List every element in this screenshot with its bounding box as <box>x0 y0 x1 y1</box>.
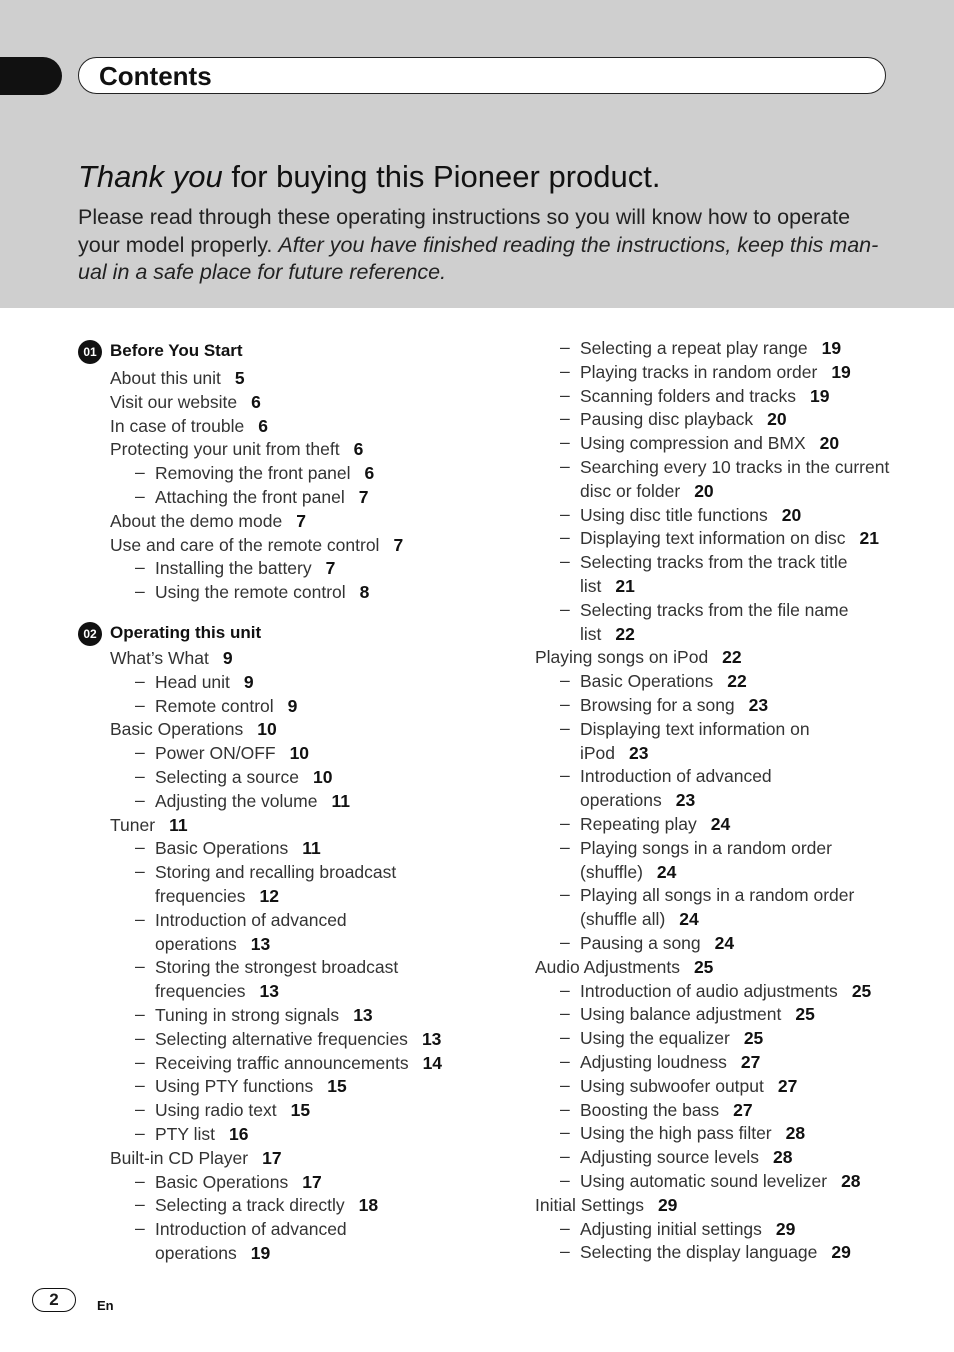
toc-entry-title: Selecting the display language <box>580 1242 818 1263</box>
toc-dash: – <box>560 551 570 572</box>
toc-entry-title: Displaying text information on <box>580 718 810 739</box>
toc-page-number: 25 <box>795 1004 815 1025</box>
toc-page-number: 24 <box>656 861 677 882</box>
toc-entry-title: Attaching the front panel <box>155 487 345 507</box>
toc-page-number: 22 <box>727 671 747 692</box>
toc-page-number: 23 <box>629 742 649 763</box>
toc-entry[interactable] <box>580 408 787 430</box>
toc-entry-title: Displaying text information on disc <box>580 528 846 549</box>
toc-entry[interactable] <box>155 1052 442 1074</box>
toc-page-number: 21 <box>859 528 880 549</box>
toc-entry[interactable] <box>580 527 879 549</box>
toc-dash: – <box>560 1122 570 1143</box>
page-number: 2 <box>32 1288 76 1312</box>
toc-page-number: 29 <box>775 1218 796 1239</box>
toc-dash: – <box>560 717 570 738</box>
toc-entry-title: Introduction of advanced <box>155 909 347 930</box>
toc-entry-title: Playing songs on iPod <box>535 647 709 668</box>
toc-page-number: 13 <box>250 933 271 954</box>
toc-dash: – <box>560 1003 570 1024</box>
toc-entry[interactable] <box>580 385 829 407</box>
toc-dash: – <box>560 836 570 857</box>
toc-entry-title: Using the equalizer <box>580 1028 730 1049</box>
toc-entry[interactable] <box>580 1051 760 1073</box>
toc-dash: – <box>560 432 570 453</box>
toc-entry-title: Scanning folders and tracks <box>580 385 796 406</box>
toc-entry-title: Boosting the bass <box>580 1099 720 1120</box>
toc-entry[interactable] <box>110 647 233 669</box>
toc-dash: – <box>135 1075 145 1096</box>
toc-dash: – <box>560 1098 570 1119</box>
intro-italic: After you have finished reading the instructions, keep this man-ual in a safe place for future reference. <box>78 232 879 284</box>
toc-entry[interactable] <box>110 391 261 413</box>
toc-page-number: 22 <box>615 623 635 644</box>
toc-entry[interactable] <box>110 534 403 556</box>
toc-dash: – <box>135 837 145 858</box>
toc-page-number: 28 <box>772 1147 793 1168</box>
toc-entry-title: list <box>580 576 602 596</box>
toc-dash: – <box>560 694 570 714</box>
toc-page-number: 20 <box>781 504 802 525</box>
toc-page-number: 7 <box>325 558 336 579</box>
toc-entry[interactable] <box>580 1122 805 1144</box>
toc-page-number: 7 <box>358 487 369 507</box>
toc-page-number: 11 <box>331 790 350 811</box>
toc-entry-title: Using disc title functions <box>580 504 768 525</box>
toc-entry-title: Basic Operations <box>155 1171 289 1192</box>
toc-entry[interactable] <box>155 1242 270 1264</box>
toc-entry[interactable] <box>580 980 871 1002</box>
toc-page-number: 10 <box>289 743 310 764</box>
toc-dash: – <box>560 932 570 952</box>
toc-dash: – <box>560 408 570 429</box>
toc-entry-title: Pausing disc playback <box>580 409 754 430</box>
toc-entry[interactable] <box>155 790 350 812</box>
toc-entry-title: Initial Settings <box>535 1194 644 1215</box>
toc-entry-title: Removing the front panel <box>155 463 351 484</box>
toc-entry[interactable] <box>110 438 363 460</box>
toc-entry[interactable] <box>580 718 810 740</box>
section-heading-operating-this-unit[interactable]: Operating this unit <box>110 623 262 642</box>
toc-entry-title: Installing the battery <box>155 558 312 579</box>
toc-entry[interactable] <box>535 1194 677 1216</box>
toc-entry-title: operations <box>580 790 662 811</box>
toc-page-number: 24 <box>679 909 699 930</box>
toc-page-number: 28 <box>841 1171 861 1191</box>
toc-page-number: 22 <box>722 647 742 668</box>
toc-entry-title: Repeating play <box>580 814 697 834</box>
toc-entry-title: Head unit <box>155 671 230 692</box>
toc-entry-title: Using balance adjustment <box>580 1004 782 1025</box>
toc-entry[interactable] <box>580 337 841 359</box>
toc-entry[interactable] <box>580 908 699 930</box>
toc-page-number: 27 <box>733 1099 753 1120</box>
toc-dash: – <box>135 462 145 483</box>
toc-entry-title: Receiving traffic announcements <box>155 1052 409 1073</box>
toc-entry[interactable] <box>155 695 297 717</box>
section-badge-02: 02 <box>78 622 102 646</box>
toc-page-number: 19 <box>831 361 851 382</box>
toc-entry[interactable] <box>110 415 268 437</box>
toc-entry-title: Remote control <box>155 695 274 716</box>
toc-entry-title: Using automatic sound levelizer <box>580 1171 828 1191</box>
contents-header-pill <box>78 57 886 94</box>
toc-entry-title: Selecting a track directly <box>155 1195 345 1216</box>
toc-dash: – <box>560 1051 570 1071</box>
toc-entry[interactable] <box>155 1194 378 1216</box>
toc-entry-title: Adjusting the volume <box>155 790 318 811</box>
toc-entry-title: iPod <box>580 742 616 763</box>
toc-entry-title: Adjusting loudness <box>580 1052 727 1072</box>
toc-dash: – <box>560 813 570 833</box>
toc-entry-title: Playing songs in a random order <box>580 837 832 858</box>
toc-entry[interactable] <box>155 885 279 907</box>
toc-entry-title: Browsing for a song <box>580 695 735 715</box>
toc-dash: – <box>135 670 145 691</box>
section-tab-marker <box>0 57 62 95</box>
toc-page-number: 29 <box>831 1242 851 1263</box>
toc-entry-title: Introduction of advanced <box>155 1219 347 1240</box>
toc-dash: – <box>560 384 570 405</box>
toc-entry[interactable] <box>580 1146 792 1168</box>
toc-page-number: 9 <box>287 695 298 716</box>
toc-entry[interactable] <box>580 932 734 954</box>
toc-entry-title: Visit our website <box>110 391 238 412</box>
toc-dash: – <box>135 1051 145 1072</box>
toc-entry-title: Using the remote control <box>155 582 346 603</box>
toc-page-number: 9 <box>243 671 254 692</box>
toc-dash: – <box>135 1170 145 1191</box>
toc-entry[interactable] <box>580 504 801 526</box>
toc-entry-title: Playing tracks in random order <box>580 361 818 382</box>
toc-entry[interactable] <box>155 742 309 764</box>
toc-dash: – <box>560 670 570 691</box>
toc-dash: – <box>560 765 570 786</box>
toc-dash: – <box>560 979 570 1000</box>
toc-entry[interactable] <box>580 837 832 859</box>
toc-entry[interactable] <box>155 1171 322 1193</box>
toc-entry-title: operations <box>155 933 237 954</box>
toc-page-number: 21 <box>615 576 635 596</box>
toc-page-number: 14 <box>422 1052 443 1073</box>
toc-dash: – <box>560 598 570 619</box>
toc-page-number: 16 <box>228 1124 249 1144</box>
toc-entry[interactable] <box>155 557 335 579</box>
toc-dash: – <box>560 360 570 381</box>
toc-page-number: 8 <box>359 582 370 603</box>
toc-dash: – <box>135 956 145 977</box>
toc-dash: – <box>560 337 570 357</box>
toc-entry[interactable] <box>110 718 277 740</box>
toc-entry-title: Power ON/OFF <box>155 743 276 764</box>
toc-entry-title: Selecting alternative frequencies <box>155 1028 408 1049</box>
toc-entry[interactable] <box>155 462 374 484</box>
toc-entry-title: frequencies <box>155 886 246 906</box>
toc-entry[interactable] <box>155 980 279 1002</box>
toc-entry[interactable] <box>580 861 676 883</box>
toc-page-number: 27 <box>740 1052 761 1072</box>
toc-page-number: 19 <box>821 338 842 358</box>
toc-page-number: 10 <box>312 767 333 787</box>
toc-entry[interactable] <box>580 1241 851 1263</box>
toc-dash: – <box>560 884 570 905</box>
toc-entry-title: Introduction of advanced <box>580 766 772 787</box>
toc-entry[interactable] <box>580 670 747 692</box>
toc-entry-title: (shuffle all) <box>580 909 666 930</box>
toc-page-number: 11 <box>302 838 321 859</box>
toc-page-number: 19 <box>250 1243 271 1263</box>
toc-page-number: 15 <box>290 1100 311 1121</box>
toc-page-number: 6 <box>353 439 364 460</box>
toc-entry[interactable] <box>155 861 396 883</box>
toc-page-number: 6 <box>251 391 261 412</box>
toc-entry-title: In case of trouble <box>110 415 245 436</box>
toc-dash: – <box>135 789 145 810</box>
toc-page-number: 12 <box>259 886 279 906</box>
page-title: Contents <box>99 61 212 91</box>
toc-page-number: 20 <box>767 409 787 430</box>
toc-dash: – <box>560 1027 570 1048</box>
toc-entry[interactable] <box>155 933 270 955</box>
toc-entry-title: Using the high pass filter <box>580 1123 772 1144</box>
intro-paragraph <box>78 204 893 287</box>
toc-dash: – <box>560 1146 570 1167</box>
intro-normal: Please read through these operating instructions so you will know how to operate your model properly. <box>78 205 851 257</box>
toc-entry-title: Pausing a song <box>580 933 701 953</box>
toc-entry[interactable] <box>580 1099 753 1121</box>
toc-entry[interactable] <box>580 623 635 645</box>
toc-entry-title: Selecting a source <box>155 767 299 787</box>
toc-entry-title: Tuner <box>110 814 156 835</box>
toc-page-number: 13 <box>259 981 279 1002</box>
toc-page-number: 27 <box>777 1075 798 1096</box>
toc-entry-title: Adjusting initial settings <box>580 1218 762 1239</box>
toc-entry-title: operations <box>155 1243 237 1263</box>
toc-entry[interactable] <box>580 694 768 716</box>
toc-page-number: 25 <box>851 980 872 1001</box>
toc-page-number: 13 <box>353 1005 373 1025</box>
toc-entry[interactable] <box>580 1027 763 1049</box>
toc-dash: – <box>135 1123 145 1143</box>
toc-dash: – <box>560 1074 570 1095</box>
toc-entry[interactable] <box>580 1218 795 1240</box>
language-label: En <box>97 1298 114 1313</box>
toc-entry-title: Selecting a repeat play range <box>580 338 808 358</box>
section-heading-before-you-start[interactable]: Before You Start <box>110 341 243 360</box>
toc-entry-title: Basic Operations <box>580 671 714 692</box>
toc-dash: – <box>135 557 145 578</box>
toc-entry-title: Introduction of audio adjustments <box>580 980 838 1001</box>
toc-page-number: 23 <box>675 790 696 811</box>
toc-page-number: 24 <box>714 933 735 953</box>
toc-entry[interactable] <box>155 1218 347 1240</box>
toc-entry[interactable] <box>580 599 848 621</box>
toc-dash: – <box>560 1241 570 1262</box>
toc-entry-title: Selecting tracks from the file name <box>580 599 849 620</box>
toc-entry-title: Built-in CD Player <box>110 1147 249 1168</box>
toc-dash: – <box>560 503 570 524</box>
toc-entry[interactable] <box>155 837 321 859</box>
toc-page-number: 13 <box>421 1028 442 1049</box>
toc-page-number: 20 <box>694 480 714 501</box>
toc-entry-title: Storing the strongest broadcast <box>155 957 399 978</box>
toc-entry-title: Basic Operations <box>155 838 289 859</box>
toc-entry[interactable] <box>110 367 245 389</box>
toc-dash: – <box>135 908 145 929</box>
toc-page-number: 25 <box>693 956 714 977</box>
toc-page-number: 6 <box>258 415 268 436</box>
toc-entry-title: Basic Operations <box>110 719 244 740</box>
toc-page-number: 23 <box>748 695 769 715</box>
toc-entry[interactable] <box>580 742 649 764</box>
toc-entry[interactable] <box>155 581 369 603</box>
toc-entry[interactable] <box>155 766 332 788</box>
toc-page-number: 29 <box>657 1194 678 1215</box>
thanks-heading <box>78 159 660 195</box>
toc-entry[interactable] <box>580 575 635 597</box>
toc-dash: – <box>135 766 145 786</box>
toc-page-number: 28 <box>785 1123 806 1144</box>
toc-entry[interactable] <box>535 956 713 978</box>
toc-entry-title: Searching every 10 tracks in the current <box>580 457 890 477</box>
toc-entry[interactable] <box>155 486 368 508</box>
toc-entry-title: Using PTY functions <box>155 1076 314 1097</box>
toc-entry[interactable] <box>155 1004 373 1026</box>
toc-entry[interactable] <box>580 361 851 383</box>
toc-page-number: 6 <box>364 463 375 484</box>
toc-dash: – <box>560 1217 570 1238</box>
toc-entry[interactable] <box>155 956 398 978</box>
toc-page-number: 20 <box>819 433 840 454</box>
toc-entry-title: Tuning in strong signals <box>155 1005 340 1025</box>
toc-entry-title: About the demo mode <box>110 510 283 531</box>
toc-page-number: 5 <box>234 368 245 388</box>
toc-entry[interactable] <box>580 480 714 502</box>
toc-entry-title: Using subwoofer output <box>580 1075 764 1096</box>
thanks-rest: for buying this Pioneer product. <box>222 159 661 194</box>
toc-page-number: 17 <box>302 1171 322 1192</box>
toc-entry-title: (shuffle) <box>580 861 643 882</box>
toc-page-number: 7 <box>393 534 404 555</box>
toc-entry[interactable] <box>535 646 742 668</box>
toc-entry[interactable] <box>110 1147 282 1169</box>
toc-dash: – <box>135 694 145 715</box>
toc-dash: – <box>560 456 570 476</box>
toc-entry-title: Storing and recalling broadcast <box>155 862 397 883</box>
toc-entry-title: Using radio text <box>155 1100 277 1121</box>
toc-entry[interactable] <box>580 813 730 835</box>
toc-entry-title: Using compression and BMX <box>580 433 806 454</box>
toc-entry-title: Use and care of the remote control <box>110 534 380 555</box>
toc-entry[interactable] <box>155 1028 441 1050</box>
toc-entry[interactable] <box>155 671 254 693</box>
toc-entry-title: Audio Adjustments <box>535 956 680 977</box>
toc-entry[interactable] <box>155 1099 310 1121</box>
toc-entry[interactable] <box>580 765 772 787</box>
toc-dash: – <box>135 1004 145 1024</box>
toc-page-number: 11 <box>169 814 188 835</box>
thanks-italic: Thank you <box>78 159 223 194</box>
toc-dash: – <box>135 861 145 882</box>
toc-entry[interactable] <box>155 909 347 931</box>
toc-entry[interactable] <box>580 1170 861 1192</box>
toc-entry[interactable] <box>580 884 854 906</box>
toc-entry[interactable] <box>580 1075 797 1097</box>
toc-page-number: 10 <box>257 719 277 740</box>
toc-entry-title: Selecting tracks from the track title <box>580 552 848 573</box>
toc-dash: – <box>560 527 570 548</box>
toc-entry[interactable] <box>155 1075 347 1097</box>
section-badge-01: 01 <box>78 340 102 364</box>
toc-entry[interactable] <box>580 432 839 454</box>
toc-page-number: 25 <box>743 1028 764 1049</box>
toc-dash: – <box>135 486 145 506</box>
toc-entry-title: What’s What <box>110 648 209 668</box>
toc-page-number: 17 <box>262 1147 282 1168</box>
toc-entry-title: Playing all songs in a random order <box>580 885 855 906</box>
toc-page-number: 24 <box>710 814 731 834</box>
toc-page-number: 9 <box>222 648 233 668</box>
toc-entry[interactable] <box>110 510 306 532</box>
toc-dash: – <box>560 1170 570 1190</box>
toc-dash: – <box>135 581 145 602</box>
toc-entry[interactable] <box>580 789 695 811</box>
toc-dash: – <box>135 1099 145 1120</box>
toc-dash: – <box>135 742 145 763</box>
toc-entry-title: About this unit <box>110 368 221 388</box>
toc-page-number: 19 <box>809 385 830 406</box>
toc-page-number: 18 <box>358 1195 379 1216</box>
toc-entry[interactable] <box>580 551 847 573</box>
toc-page-number: 7 <box>296 510 306 531</box>
toc-entry-title: Adjusting source levels <box>580 1147 759 1168</box>
toc-entry-title: disc or folder <box>580 480 681 501</box>
toc-entry-title: Protecting your unit from theft <box>110 439 340 460</box>
toc-dash: – <box>135 1027 145 1048</box>
toc-entry[interactable] <box>155 1123 248 1145</box>
toc-page-number: 15 <box>327 1076 347 1097</box>
toc-entry-title: PTY list <box>155 1124 215 1144</box>
toc-entry[interactable] <box>110 814 188 836</box>
toc-dash: – <box>135 1194 145 1215</box>
toc-dash: – <box>135 1218 145 1239</box>
toc-entry-title: frequencies <box>155 981 246 1002</box>
toc-entry-title: list <box>580 623 602 644</box>
toc-entry[interactable] <box>580 456 889 478</box>
toc-entry[interactable] <box>580 1003 815 1025</box>
